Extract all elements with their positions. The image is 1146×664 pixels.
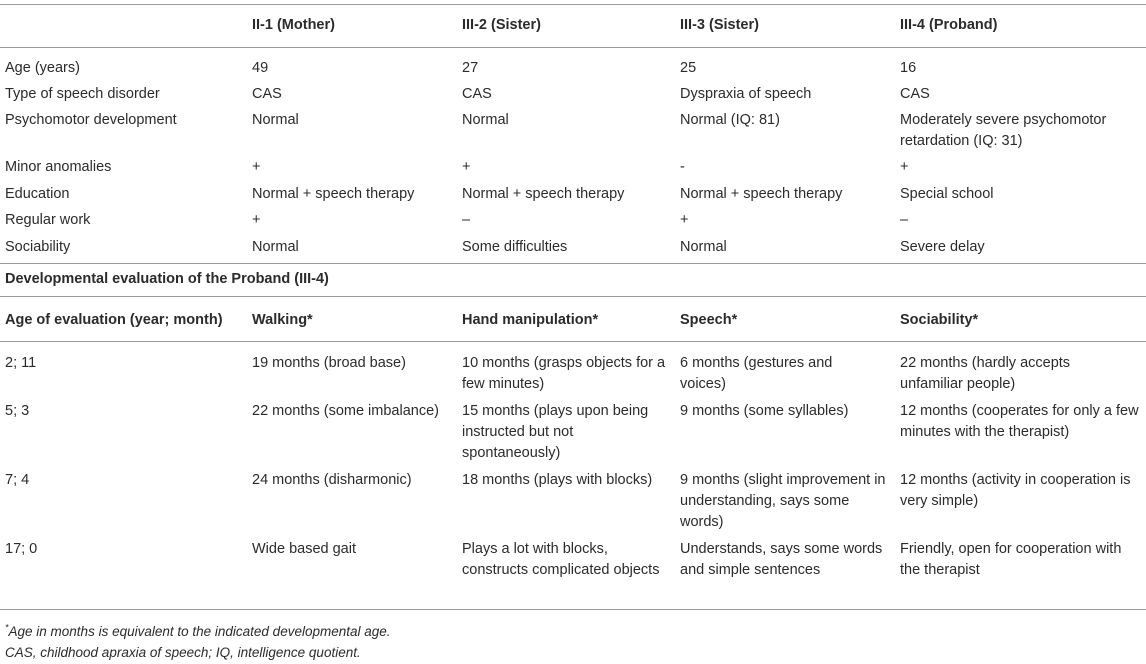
table-cell: 24 months (disharmonic)	[252, 472, 412, 488]
row-label: 7; 4	[5, 472, 30, 488]
table-cell: Normal (IQ: 81)	[680, 112, 780, 128]
table-cell: –	[900, 212, 909, 228]
header-walking: Walking*	[252, 312, 313, 328]
header-age-of-evaluation: Age of evaluation (year; month)	[5, 312, 223, 328]
table-cell: 10 months (grasps objects for a few minutes)	[462, 355, 666, 392]
header-hand-manipulation: Hand manipulation*	[462, 312, 599, 328]
header-sister-iii2: III-2 (Sister)	[462, 17, 541, 33]
table-cell: Normal	[462, 112, 509, 128]
table-cell: 6 months (gestures and voices)	[680, 355, 833, 392]
section-title-rule	[0, 296, 1146, 297]
row-label: 5; 3	[5, 403, 30, 419]
footnote-text: Age in months is equivalent to the indicated developmental age.	[8, 624, 391, 639]
table-cell: Friendly, open for cooperation with the therapist	[900, 541, 1122, 578]
table-cell: -	[680, 159, 685, 175]
row-label: Psychomotor development	[5, 112, 177, 128]
header-rule	[0, 47, 1146, 48]
table-cell: Moderately severe psychomotor retardation (IQ: 31)	[900, 112, 1107, 149]
table-cell: 15 months (plays upon being instructed but not spontaneously)	[462, 403, 649, 461]
table-cell: Understands, says some words and simple sentences	[680, 541, 883, 578]
table-cell: 12 months (cooperates for only a few minutes with the therapist)	[900, 403, 1139, 440]
table-cell: +	[900, 159, 909, 175]
table-cell: Dyspraxia of speech	[680, 86, 812, 102]
table-cell: +	[252, 212, 261, 228]
table-cell: Normal	[252, 112, 299, 128]
table-cell: Severe delay	[900, 239, 985, 255]
table-cell: 18 months (plays with blocks)	[462, 472, 653, 488]
footnote-marker: *	[5, 622, 9, 633]
row-label: Age (years)	[5, 60, 80, 76]
table-cell: 9 months (slight improvement in understanding, says some words)	[680, 472, 886, 530]
table-cell: Special school	[900, 186, 994, 202]
header-sister-iii3: III-3 (Sister)	[680, 17, 759, 33]
table-cell: Some difficulties	[462, 239, 568, 255]
table-cell: Normal + speech therapy	[252, 186, 415, 202]
table-cell: CAS	[462, 86, 492, 102]
table-cell: 16	[900, 60, 917, 76]
table-cell: +	[680, 212, 689, 228]
row-label: Regular work	[5, 212, 91, 228]
table-cell: 25	[680, 60, 697, 76]
footnote-abbreviations: CAS, childhood apraxia of speech; IQ, intelligence quotient.	[5, 645, 361, 660]
table-cell: Plays a lot with blocks, constructs complicated objects	[462, 541, 660, 578]
table-cell: Normal + speech therapy	[680, 186, 843, 202]
subheader-rule	[0, 341, 1146, 342]
table-cell: Normal	[680, 239, 727, 255]
footnote-developmental-age	[5, 622, 1135, 641]
table-cell: 49	[252, 60, 269, 76]
row-label: Minor anomalies	[5, 159, 112, 175]
table-cell: Wide based gait	[252, 541, 356, 557]
table-cell: 27	[462, 60, 479, 76]
table-cell: Normal + speech therapy	[462, 186, 625, 202]
row-label: 17; 0	[5, 541, 38, 557]
top-rule	[0, 4, 1146, 5]
row-label: Sociability	[5, 239, 71, 255]
section2-title: Developmental evaluation of the Proband (III-4)	[5, 271, 329, 287]
table-cell: 9 months (some syllables)	[680, 403, 849, 419]
header-speech: Speech*	[680, 312, 738, 328]
table-cell: –	[462, 212, 471, 228]
bottom-rule	[0, 609, 1146, 610]
table-cell: 22 months (hardly accepts unfamiliar people)	[900, 355, 1071, 392]
section-rule	[0, 263, 1146, 264]
table-cell: +	[252, 159, 261, 175]
row-label: 2; 11	[5, 355, 37, 371]
table-cell: CAS	[900, 86, 930, 102]
table-cell: 22 months (some imbalance)	[252, 403, 439, 419]
row-label: Education	[5, 186, 70, 202]
table-cell: Normal	[252, 239, 299, 255]
header-proband: III-4 (Proband)	[900, 17, 998, 33]
header-mother: II-1 (Mother)	[252, 17, 335, 33]
table-cell: +	[462, 159, 471, 175]
row-label: Type of speech disorder	[5, 86, 160, 102]
table-cell: CAS	[252, 86, 282, 102]
header-sociability: Sociability*	[900, 312, 979, 328]
table-cell: 12 months (activity in cooperation is very simple)	[900, 472, 1131, 509]
table-cell: 19 months (broad base)	[252, 355, 406, 371]
